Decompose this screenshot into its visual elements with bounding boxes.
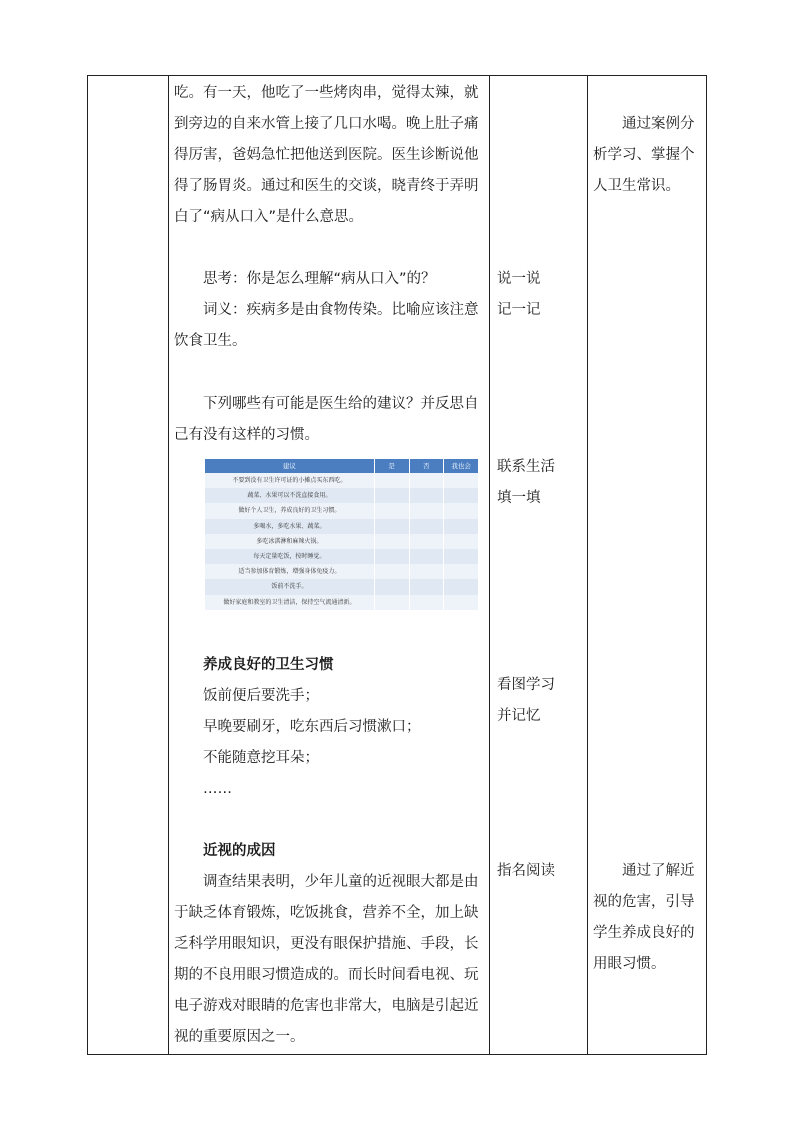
table-row <box>205 579 478 594</box>
myopia-paragraph: 调查结果表明，少年儿童的近视眼大都是由于缺乏体育锻炼，吃饭挑食，营养不全，加上缺乏科学用眼知识，更没有眼保护措施、手段，长期的不良用眼习惯造成的。而长时间看电视、玩电子游戏对眼睛的危害也非常大，电脑是引起近视的重要原因之一。 <box>174 874 479 1045</box>
activity-fill <box>497 452 555 514</box>
think-question: 思考：你是怎么理解“病从口入”的？ <box>203 271 436 287</box>
column-1-empty <box>88 76 168 1054</box>
me-too-cell <box>443 503 478 518</box>
header-no: 否 <box>409 459 444 473</box>
table-row <box>205 595 478 610</box>
me-too-cell <box>443 534 478 549</box>
suggestion-cell: 每天定量吃饭，按时睡觉。 <box>253 552 326 560</box>
table-row <box>205 503 478 518</box>
suggestion-cell: 适当参加体育锻炼，增强身体免疫力。 <box>238 568 341 576</box>
suggestion-table-body <box>205 473 478 610</box>
me-too-cell <box>443 564 478 579</box>
table-row <box>205 473 478 488</box>
me-too-cell <box>443 488 478 503</box>
me-too-cell <box>443 519 478 534</box>
suggestion-cell: 做好个人卫生，养成良好的卫生习惯。 <box>238 507 341 515</box>
activity-text: 看图学习 <box>497 677 555 693</box>
no-cell <box>409 488 444 503</box>
habit-item: …… <box>203 781 232 797</box>
no-cell <box>409 564 444 579</box>
suggestion-cell: 饭前不洗手。 <box>271 583 308 591</box>
suggestion-cell: 蔬菜、水果可以不洗直接食用。 <box>247 492 332 500</box>
yes-cell <box>374 549 409 564</box>
table-row <box>205 549 478 564</box>
activity-text: 指名阅读 <box>497 863 555 879</box>
table-row <box>205 488 478 503</box>
yes-cell <box>374 595 409 610</box>
suggestion-cell: 多喝水，多吃水果、蔬菜。 <box>253 522 326 530</box>
suggestion-table-image <box>205 459 478 610</box>
activity-text: 并记忆 <box>497 708 541 724</box>
habit-item: 不能随意挖耳朵； <box>203 750 319 766</box>
column-goals <box>587 76 708 1054</box>
activity-speak <box>497 264 541 326</box>
header-suggestion: 建议 <box>282 462 296 470</box>
no-cell <box>409 534 444 549</box>
no-cell <box>409 549 444 564</box>
no-cell <box>409 579 444 594</box>
yes-cell <box>374 473 409 488</box>
header-yes: 是 <box>374 459 409 473</box>
table-row <box>205 534 478 549</box>
me-too-cell <box>443 579 478 594</box>
header-me-too: 我也会 <box>443 459 478 473</box>
suggestion-cell: 做好家庭和教室的卫生清洁，保持空气流通清新。 <box>223 598 356 606</box>
suggestion-table-header <box>205 459 478 473</box>
goal-hygiene: 通过案例分析学习、掌握个人卫生常识。 <box>593 116 695 194</box>
table-row <box>205 564 478 579</box>
suggestion-cell: 不要到没有卫生许可证的小摊点买东西吃。 <box>232 477 347 484</box>
suggestion-cell: 多吃冰淇淋和麻辣火锅。 <box>256 537 323 545</box>
myopia-title: 近视的成因 <box>203 843 276 859</box>
story-paragraph: 吃。有一天，他吃了一些烤肉串，觉得太辣，就到旁边的自来水管上接了几口水喝。晚上肚子痛得厉害，爸妈急忙把他送到医院。医生诊断说他得了肠胃炎。通过和医生的交谈，晓青终于弄明白了“病从口入”是什么意思。 <box>174 85 479 225</box>
activity-read <box>497 856 555 887</box>
yes-cell <box>374 488 409 503</box>
habit-title: 养成良好的卫生习惯 <box>203 657 334 673</box>
activity-text: 说一说 <box>497 271 541 287</box>
no-cell <box>409 473 444 488</box>
no-cell <box>409 503 444 518</box>
yes-cell <box>374 503 409 518</box>
activity-text: 填一填 <box>497 490 541 506</box>
activity-look <box>497 670 555 732</box>
yes-cell <box>374 519 409 534</box>
no-cell <box>409 595 444 610</box>
habit-item: 饭前便后要洗手； <box>203 688 319 704</box>
column-activities <box>489 76 587 1054</box>
me-too-cell <box>443 595 478 610</box>
no-cell <box>409 519 444 534</box>
word-meaning: 词义：疾病多是由食物传染。比喻应该注意饮食卫生。 <box>174 302 479 349</box>
me-too-cell <box>443 473 478 488</box>
yes-cell <box>374 534 409 549</box>
suggestion-question: 下列哪些有可能是医生给的建议？并反思自己有没有这样的习惯。 <box>174 396 479 443</box>
activity-text: 记一记 <box>497 302 541 318</box>
yes-cell <box>374 579 409 594</box>
yes-cell <box>374 564 409 579</box>
goal-eyesight: 通过了解近视的危害，引导学生养成良好的用眼习惯。 <box>593 863 695 972</box>
table-row <box>205 519 478 534</box>
habit-item: 早晚要刷牙，吃东西后习惯漱口； <box>203 719 421 735</box>
habit-list <box>174 681 483 805</box>
activity-text: 联系生活 <box>497 459 555 475</box>
me-too-cell <box>443 549 478 564</box>
